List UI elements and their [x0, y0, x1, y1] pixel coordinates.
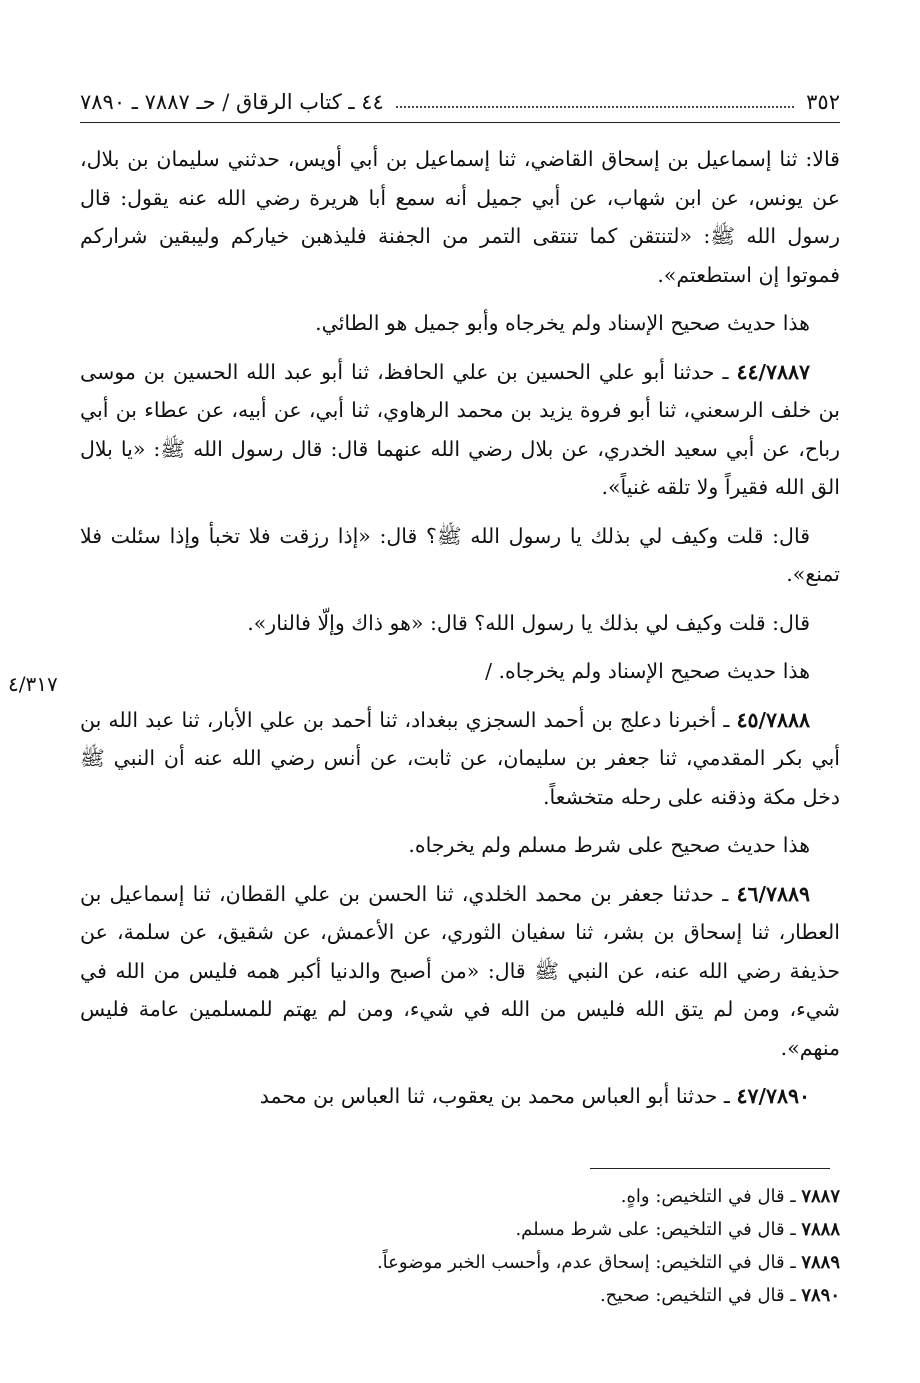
hadith-number: ٤٤/٧٨٨٧	[736, 359, 810, 384]
paragraph-6: هذا حديث صحيح الإسناد ولم يخرجاه. /	[485, 659, 810, 683]
running-title: ٤٤ ـ كتاب الرقاق / حـ ٧٨٨٧ ـ ٧٨٩٠	[80, 90, 384, 114]
page-number: ٣٥٢	[806, 90, 840, 114]
hadith-7888: ٤٥/٧٨٨٨ ـ أخبرنا دعلج بن أحمد السجزي ببغداد، ثنا أحمد بن علي الأبار، ثنا عبد الله بن أبي بكر المقدمي، ثنا جعفر بن سليمان، عن ثابت، عن أنس رضي الله عنه أن النبي ﷺ دخل مكة وذقنه على رحله متخشعاً.	[80, 707, 840, 809]
hadith-7890: ٤٧/٧٨٩٠ ـ حدثنا أبو العباس محمد بن يعقوب، ثنا العباس بن محمد	[259, 1084, 810, 1108]
paragraph-5: قال: قلت وكيف لي بذلك يا رسول الله؟ قال: «هو ذاك وإلّا فالنار».	[247, 610, 810, 635]
hadith-7887: ٤٤/٧٨٨٧ ـ حدثنا أبو علي الحسين بن علي الحافظ، ثنا أبو عبد الله الحسين بن موسى بن خلف الرسعني، ثنا أبو فروة يزيد بن محمد الرهاوي، ثنا أبي، عن أبيه، عن عطاء بن أبي رباح، عن أبي سعيد الخدري، عن بلال رضي الله عنهما قال: قال رسول الله ﷺ: «يا بلال الق الله فقيراً ولا تلقه غنياً».	[80, 359, 840, 499]
hadith-number: ٤٥/٧٨٨٨	[736, 707, 810, 732]
main-text	[80, 140, 840, 1126]
paragraph-8: هذا حديث صحيح على شرط مسلم ولم يخرجاه.	[408, 833, 810, 857]
footnote-7888: ٧٨٨٨ ـ قال في التلخيص: على شرط مسلم.	[515, 1219, 840, 1240]
hadith-7889: ٤٦/٧٨٨٩ ـ حدثنا جعفر بن محمد الخلدي، ثنا الحسن بن علي القطان، ثنا إسماعيل بن العطار، ثنا إسحاق بن بشر، ثنا سفيان الثوري، عن الأعمش، عن شقيق، عن سلمة، عن حذيفة رضي الله عنه، عن النبي ﷺ قال: «من أصبح والدنيا أكبر همه فليس من الله في شيء، ومن لم يتق الله فليس من الله في شيء، ومن لم يهتم للمسلمين عامة فليس منهم».	[80, 881, 840, 1060]
footnote-divider	[590, 1168, 830, 1169]
footnote-7890: ٧٨٩٠ ـ قال في التلخيص: صحيح.	[599, 1285, 840, 1306]
paragraph-2: هذا حديث صحيح الإسناد ولم يخرجاه وأبو جميل هو الطائي.	[315, 311, 810, 335]
footnote-7889: ٧٨٨٩ ـ قال في التلخيص: إسحاق عدم، وأحسب الخبر موضوعاً.	[376, 1252, 840, 1273]
header-dot-leader	[396, 96, 794, 108]
paragraph-4: قال: قلت وكيف لي بذلك يا رسول الله ﷺ؟ قال: «إذا رزقت فلا تخبأ وإذا سئلت فلا تمنع».	[80, 523, 840, 586]
page-header	[80, 82, 840, 123]
footnotes	[80, 1180, 840, 1312]
hadith-number: ٤٧/٧٨٩٠	[736, 1084, 810, 1108]
margin-volume-reference: ٤/٣١٧	[8, 672, 58, 696]
paragraph-1: قالا: ثنا إسماعيل بن إسحاق القاضي، ثنا إسماعيل بن أبي أويس، حدثني سليمان بن بلال، عن يونس، عن ابن شهاب، عن أبي جميل أنه سمع أبا هريرة رضي الله عنه يقول: قال رسول الله ﷺ: «لتنتقن كما تنتقى التمر من الجفنة فليذهبن خياركم وليبقين شراركم فموتوا إن استطعتم».	[80, 147, 840, 287]
hadith-number: ٤٦/٧٨٨٩	[736, 881, 810, 906]
footnote-7887: ٧٨٨٧ ـ قال في التلخيص: واهٍ.	[620, 1186, 840, 1207]
